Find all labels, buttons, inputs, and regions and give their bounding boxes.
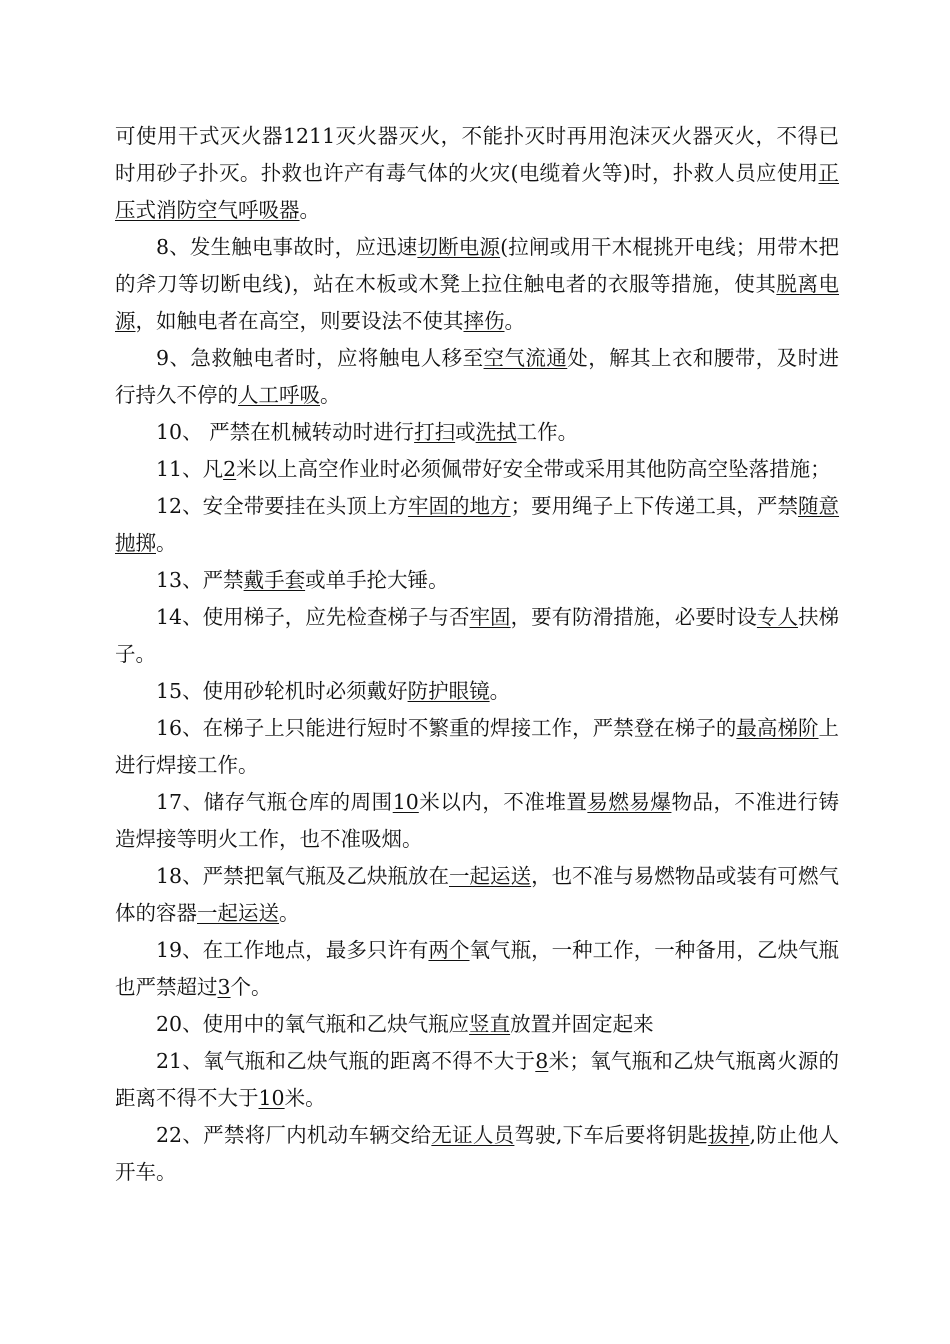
text-run: ,防止他人开车。 — [115, 1123, 839, 1184]
paragraph-cont — [115, 118, 839, 229]
text-run: ，也不准与易燃物品或装有可燃气体的容器 — [115, 864, 840, 925]
paragraph-item-15 — [115, 673, 839, 710]
text-run: 上进行焊接工作。 — [115, 716, 840, 777]
paragraph-item-10 — [115, 414, 839, 451]
text-run: 。 — [279, 901, 300, 925]
text-run: 18、严禁把氧气瓶及乙炔瓶放在 — [156, 864, 449, 888]
text-run: 放置并固定起来 — [510, 1012, 654, 1036]
underlined-answer: 10 — [392, 790, 419, 814]
text-run: 11、凡 — [156, 457, 224, 481]
text-run: 物品，不准进行铸造焊接等明火工作，也不准吸烟。 — [115, 790, 840, 851]
underlined-answer: 最高梯阶 — [736, 716, 819, 740]
text-run: 12、安全带要挂在头顶上方 — [156, 494, 408, 518]
paragraph-item-16 — [115, 710, 839, 784]
underlined-answer: 摔伤 — [463, 309, 505, 333]
text-run: ，要有防滑措施，必要时设 — [510, 605, 757, 629]
text-run: ，如触电者在高空，则要设法不使其 — [135, 309, 464, 333]
text-run: 22、严禁将厂内机动车辆交给 — [156, 1123, 432, 1147]
text-run: 或单手抡大锤。 — [305, 568, 449, 592]
paragraph-item-20 — [115, 1006, 839, 1043]
document-body — [115, 118, 839, 1191]
paragraph-item-8 — [115, 229, 839, 340]
paragraph-item-14 — [115, 599, 839, 673]
underlined-answer: 牢固 — [469, 605, 511, 629]
text-run: 8、发生触电事故时，应迅速 — [156, 235, 418, 259]
paragraph-item-17 — [115, 784, 839, 858]
text-run: ；要用绳子上下传递工具，严禁 — [510, 494, 798, 518]
text-run: 米；氧气瓶和乙炔气瓶离火源的距离不得不大于 — [115, 1049, 840, 1110]
text-run: 氧气瓶，一种工作，一种备用，乙炔气瓶也严禁超过 — [115, 938, 839, 999]
text-run: 米。 — [284, 1086, 326, 1110]
underlined-answer: 洗拭 — [475, 420, 517, 444]
text-run: 15、使用砂轮机时必须戴好 — [156, 679, 408, 703]
underlined-answer: 易燃易爆 — [587, 790, 672, 814]
underlined-answer: 拔掉 — [707, 1123, 750, 1147]
text-run: 。 — [156, 531, 177, 555]
paragraph-item-18 — [115, 858, 839, 932]
text-run: 9、急救触电者时，应将触电人移至 — [156, 346, 484, 370]
text-run: 。 — [320, 383, 341, 407]
text-run: 。 — [489, 679, 511, 703]
paragraph-item-22 — [115, 1117, 839, 1191]
underlined-answer: 防护眼镜 — [407, 679, 490, 703]
underlined-answer: 无证人员 — [431, 1123, 515, 1147]
text-run: 可使用干式灭火器1211灭火器灭火，不能扑灭时再用泡沫灭火器灭火，不得已时用砂子扑灭。扑救也许产有毒气体的火灾(电缆着火等)时，扑救人员应使用 — [115, 124, 839, 185]
underlined-answer: 10 — [258, 1086, 285, 1110]
text-run: 。 — [299, 198, 320, 222]
underlined-answer: 专人 — [756, 605, 798, 629]
text-run: 10、 严禁在机械转动时进行 — [156, 420, 415, 444]
paragraph-item-9 — [115, 340, 839, 414]
underlined-answer: 切断电源 — [417, 235, 501, 259]
paragraph-item-13 — [115, 562, 839, 599]
text-run: 或 — [455, 420, 476, 444]
text-run: 20、使用中的氧气瓶和乙炔气瓶应 — [156, 1012, 470, 1036]
text-run: 。 — [504, 309, 525, 333]
paragraph-item-11 — [115, 451, 839, 488]
underlined-answer: 牢固的地方 — [407, 494, 511, 518]
underlined-answer: 空气流通 — [483, 346, 568, 370]
underlined-answer: 人工呼吸 — [238, 383, 320, 407]
underlined-answer: 8 — [535, 1049, 549, 1073]
text-run: 驾驶,下车后要将钥匙 — [514, 1123, 708, 1147]
underlined-answer: 戴手套 — [243, 568, 306, 592]
text-run: 处，解其上衣和腰带，及时进行持久不停的 — [115, 346, 840, 407]
underlined-answer: 正压式消防空气呼吸器 — [115, 161, 839, 222]
text-run: 工作。 — [516, 420, 579, 444]
paragraph-item-21 — [115, 1043, 839, 1117]
underlined-answer: 打扫 — [414, 420, 456, 444]
text-run: 17、储存气瓶仓库的周围 — [156, 790, 393, 814]
text-run: 14、使用梯子，应先检查梯子与否 — [156, 605, 470, 629]
text-run: 米以上高空作业时必须佩带好安全带或采用其他防高空坠落措施； — [236, 457, 831, 481]
underlined-answer: 一起运送 — [197, 901, 279, 925]
paragraph-item-19 — [115, 932, 839, 1006]
text-run: 19、在工作地点，最多只许有 — [156, 938, 429, 962]
text-run: (拉闸或用干木棍挑开电线；用带木把的斧刀等切断电线)，站在木板或木凳上拉住触电者的衣服等措施，使其 — [115, 235, 840, 296]
text-run: 13、严禁 — [156, 568, 244, 592]
text-run: 米以内，不准堆置 — [418, 790, 588, 814]
underlined-answer: 竖直 — [469, 1012, 511, 1036]
paragraph-item-12 — [115, 488, 839, 562]
text-run: 个。 — [230, 975, 272, 999]
text-run: 扶梯子。 — [115, 605, 840, 666]
underlined-answer: 2 — [223, 457, 237, 481]
underlined-answer: 3 — [217, 975, 231, 999]
underlined-answer: 脱离电源 — [115, 272, 840, 333]
underlined-answer: 随意抛掷 — [115, 494, 840, 555]
text-run: 21、氧气瓶和乙炔气瓶的距离不得不大于 — [156, 1049, 536, 1073]
underlined-answer: 两个 — [428, 938, 470, 962]
text-run: 16、在梯子上只能进行短时不繁重的焊接工作，严禁登在梯子的 — [156, 716, 737, 740]
underlined-answer: 一起运送 — [448, 864, 532, 888]
